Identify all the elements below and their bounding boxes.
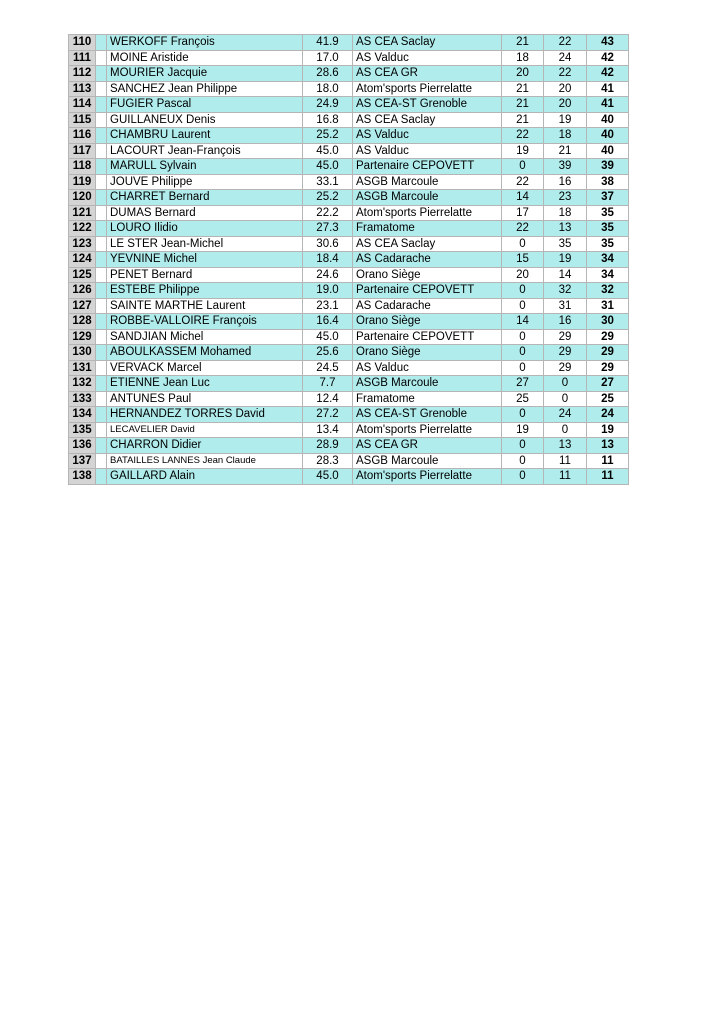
player-name-cell: SANCHEZ Jean Philippe [107,81,303,97]
score-2-cell: 24 [544,407,587,423]
score-1-cell: 18 [502,50,544,66]
spacer-cell [96,66,107,82]
rank-cell: 121 [69,205,96,221]
handicap-cell: 25.6 [303,345,353,361]
rank-cell: 115 [69,112,96,128]
club-cell: AS Valduc [353,360,502,376]
spacer-cell [96,314,107,330]
rank-cell: 122 [69,221,96,237]
score-2-cell: 11 [544,453,587,469]
rank-cell: 135 [69,422,96,438]
player-name-cell: FUGIER Pascal [107,97,303,113]
table-row [69,50,629,66]
table-row [69,298,629,314]
spacer-cell [96,252,107,268]
handicap-cell: 45.0 [303,143,353,159]
club-cell: AS Cadarache [353,298,502,314]
table-row [69,190,629,206]
spacer-cell [96,329,107,345]
rank-cell: 126 [69,283,96,299]
total-score-cell: 11 [587,453,629,469]
table-row [69,205,629,221]
table-row [69,174,629,190]
table-row [69,376,629,392]
rank-cell: 111 [69,50,96,66]
score-2-cell: 23 [544,190,587,206]
handicap-cell: 18.0 [303,81,353,97]
score-1-cell: 0 [502,329,544,345]
spacer-cell [96,159,107,175]
total-score-cell: 39 [587,159,629,175]
club-cell: AS Valduc [353,143,502,159]
player-name-cell: GUILLANEUX Denis [107,112,303,128]
score-2-cell: 16 [544,174,587,190]
handicap-cell: 27.2 [303,407,353,423]
score-2-cell: 13 [544,438,587,454]
spacer-cell [96,35,107,51]
table-row [69,159,629,175]
table-row [69,252,629,268]
score-1-cell: 22 [502,174,544,190]
total-score-cell: 35 [587,221,629,237]
club-cell: AS Valduc [353,50,502,66]
score-1-cell: 15 [502,252,544,268]
spacer-cell [96,469,107,485]
handicap-cell: 45.0 [303,469,353,485]
club-cell: Partenaire CEPOVETT [353,159,502,175]
spacer-cell [96,407,107,423]
rank-cell: 132 [69,376,96,392]
club-cell: AS Cadarache [353,252,502,268]
score-2-cell: 35 [544,236,587,252]
spacer-cell [96,128,107,144]
spacer-cell [96,221,107,237]
player-name-cell: MARULL Sylvain [107,159,303,175]
rank-cell: 114 [69,97,96,113]
rank-cell: 124 [69,252,96,268]
club-cell: AS CEA Saclay [353,236,502,252]
spacer-cell [96,205,107,221]
table-row [69,283,629,299]
club-cell: ASGB Marcoule [353,453,502,469]
total-score-cell: 32 [587,283,629,299]
score-1-cell: 14 [502,314,544,330]
table-row [69,407,629,423]
total-score-cell: 27 [587,376,629,392]
score-2-cell: 21 [544,143,587,159]
score-1-cell: 0 [502,298,544,314]
total-score-cell: 35 [587,205,629,221]
club-cell: Orano Siège [353,314,502,330]
score-2-cell: 20 [544,81,587,97]
club-cell: Atom'sports Pierrelatte [353,422,502,438]
score-1-cell: 0 [502,407,544,423]
spacer-cell [96,81,107,97]
club-cell: ASGB Marcoule [353,174,502,190]
rank-cell: 123 [69,236,96,252]
handicap-cell: 12.4 [303,391,353,407]
rank-cell: 117 [69,143,96,159]
score-1-cell: 0 [502,159,544,175]
handicap-cell: 28.9 [303,438,353,454]
table-row [69,128,629,144]
spacer-cell [96,391,107,407]
rank-cell: 127 [69,298,96,314]
total-score-cell: 19 [587,422,629,438]
total-score-cell: 42 [587,50,629,66]
score-1-cell: 0 [502,283,544,299]
player-name-cell: MOINE Aristide [107,50,303,66]
spacer-cell [96,50,107,66]
score-2-cell: 16 [544,314,587,330]
club-cell: AS CEA-ST Grenoble [353,97,502,113]
rank-cell: 129 [69,329,96,345]
player-name-cell: GAILLARD Alain [107,469,303,485]
score-1-cell: 21 [502,97,544,113]
rank-cell: 112 [69,66,96,82]
club-cell: Atom'sports Pierrelatte [353,469,502,485]
club-cell: ASGB Marcoule [353,190,502,206]
player-name-cell: CHARRON Didier [107,438,303,454]
player-name-cell: CHARRET Bernard [107,190,303,206]
score-1-cell: 14 [502,190,544,206]
score-1-cell: 0 [502,469,544,485]
spacer-cell [96,174,107,190]
table-row [69,469,629,485]
table-row [69,236,629,252]
spacer-cell [96,190,107,206]
rank-cell: 110 [69,35,96,51]
player-name-cell: ABOULKASSEM Mohamed [107,345,303,361]
handicap-cell: 25.2 [303,128,353,144]
score-1-cell: 0 [502,438,544,454]
player-name-cell: BATAILLES LANNES Jean Claude [107,453,303,469]
handicap-cell: 30.6 [303,236,353,252]
rank-cell: 120 [69,190,96,206]
score-1-cell: 19 [502,422,544,438]
score-2-cell: 32 [544,283,587,299]
player-name-cell: ETIENNE Jean Luc [107,376,303,392]
score-2-cell: 39 [544,159,587,175]
handicap-cell: 13.4 [303,422,353,438]
handicap-cell: 33.1 [303,174,353,190]
spacer-cell [96,453,107,469]
total-score-cell: 29 [587,329,629,345]
score-1-cell: 21 [502,112,544,128]
score-2-cell: 22 [544,35,587,51]
score-2-cell: 31 [544,298,587,314]
club-cell: Partenaire CEPOVETT [353,329,502,345]
club-cell: Framatome [353,221,502,237]
total-score-cell: 24 [587,407,629,423]
score-2-cell: 0 [544,391,587,407]
club-cell: Orano Siège [353,345,502,361]
score-1-cell: 21 [502,81,544,97]
club-cell: ASGB Marcoule [353,376,502,392]
rank-cell: 119 [69,174,96,190]
table-row [69,345,629,361]
rank-cell: 125 [69,267,96,283]
score-2-cell: 0 [544,376,587,392]
score-2-cell: 29 [544,345,587,361]
handicap-cell: 24.5 [303,360,353,376]
score-1-cell: 19 [502,143,544,159]
total-score-cell: 42 [587,66,629,82]
handicap-cell: 16.4 [303,314,353,330]
rank-cell: 134 [69,407,96,423]
total-score-cell: 38 [587,174,629,190]
total-score-cell: 34 [587,252,629,268]
spacer-cell [96,97,107,113]
player-name-cell: MOURIER Jacquie [107,66,303,82]
table-row [69,97,629,113]
club-cell: AS CEA-ST Grenoble [353,407,502,423]
handicap-cell: 45.0 [303,329,353,345]
player-name-cell: YEVNINE Michel [107,252,303,268]
rank-cell: 130 [69,345,96,361]
handicap-cell: 25.2 [303,190,353,206]
club-cell: Partenaire CEPOVETT [353,283,502,299]
handicap-cell: 28.3 [303,453,353,469]
player-name-cell: WERKOFF François [107,35,303,51]
handicap-cell: 7.7 [303,376,353,392]
player-name-cell: LACOURT Jean-François [107,143,303,159]
player-name-cell: HERNANDEZ TORRES David [107,407,303,423]
club-cell: Atom'sports Pierrelatte [353,81,502,97]
rank-cell: 131 [69,360,96,376]
club-cell: AS Valduc [353,128,502,144]
score-2-cell: 29 [544,360,587,376]
score-1-cell: 21 [502,35,544,51]
table-row [69,66,629,82]
table-row [69,35,629,51]
total-score-cell: 13 [587,438,629,454]
spacer-cell [96,422,107,438]
score-2-cell: 22 [544,66,587,82]
total-score-cell: 41 [587,97,629,113]
rank-cell: 128 [69,314,96,330]
spacer-cell [96,438,107,454]
score-1-cell: 20 [502,66,544,82]
table-row [69,267,629,283]
score-2-cell: 0 [544,422,587,438]
table-row [69,143,629,159]
table-row [69,422,629,438]
club-cell: AS CEA Saclay [353,35,502,51]
club-cell: AS CEA GR [353,438,502,454]
total-score-cell: 31 [587,298,629,314]
score-1-cell: 22 [502,221,544,237]
spacer-cell [96,345,107,361]
total-score-cell: 37 [587,190,629,206]
handicap-cell: 22.2 [303,205,353,221]
total-score-cell: 30 [587,314,629,330]
handicap-cell: 16.8 [303,112,353,128]
score-1-cell: 25 [502,391,544,407]
score-2-cell: 13 [544,221,587,237]
total-score-cell: 35 [587,236,629,252]
handicap-cell: 23.1 [303,298,353,314]
handicap-cell: 27.3 [303,221,353,237]
score-2-cell: 24 [544,50,587,66]
score-2-cell: 20 [544,97,587,113]
player-name-cell: PENET Bernard [107,267,303,283]
handicap-cell: 28.6 [303,66,353,82]
total-score-cell: 25 [587,391,629,407]
handicap-cell: 41.9 [303,35,353,51]
score-1-cell: 27 [502,376,544,392]
player-name-cell: DUMAS Bernard [107,205,303,221]
spacer-cell [96,376,107,392]
player-name-cell: LOURO Ilidio [107,221,303,237]
total-score-cell: 43 [587,35,629,51]
total-score-cell: 34 [587,267,629,283]
table-row [69,329,629,345]
spacer-cell [96,267,107,283]
table-row [69,112,629,128]
player-name-cell: ESTEBE Philippe [107,283,303,299]
rank-cell: 118 [69,159,96,175]
score-1-cell: 0 [502,360,544,376]
table-row [69,81,629,97]
player-name-cell: SANDJIAN Michel [107,329,303,345]
total-score-cell: 41 [587,81,629,97]
score-1-cell: 22 [502,128,544,144]
rank-cell: 116 [69,128,96,144]
spacer-cell [96,283,107,299]
score-1-cell: 17 [502,205,544,221]
table-row [69,360,629,376]
player-name-cell: CHAMBRU Laurent [107,128,303,144]
score-2-cell: 18 [544,128,587,144]
rank-cell: 136 [69,438,96,454]
results-table [68,34,629,485]
spacer-cell [96,143,107,159]
club-cell: Orano Siège [353,267,502,283]
player-name-cell: SAINTE MARTHE Laurent [107,298,303,314]
handicap-cell: 24.6 [303,267,353,283]
player-name-cell: ANTUNES Paul [107,391,303,407]
results-table-body [69,35,629,485]
spacer-cell [96,236,107,252]
score-2-cell: 14 [544,267,587,283]
score-1-cell: 0 [502,345,544,361]
rank-cell: 138 [69,469,96,485]
handicap-cell: 17.0 [303,50,353,66]
score-1-cell: 0 [502,453,544,469]
handicap-cell: 45.0 [303,159,353,175]
spacer-cell [96,360,107,376]
handicap-cell: 24.9 [303,97,353,113]
score-2-cell: 19 [544,112,587,128]
total-score-cell: 40 [587,143,629,159]
club-cell: Framatome [353,391,502,407]
club-cell: AS CEA GR [353,66,502,82]
total-score-cell: 29 [587,360,629,376]
club-cell: Atom'sports Pierrelatte [353,205,502,221]
score-1-cell: 20 [502,267,544,283]
handicap-cell: 19.0 [303,283,353,299]
score-2-cell: 18 [544,205,587,221]
spacer-cell [96,112,107,128]
score-2-cell: 29 [544,329,587,345]
table-row [69,391,629,407]
total-score-cell: 40 [587,128,629,144]
player-name-cell: JOUVE Philippe [107,174,303,190]
player-name-cell: ROBBE-VALLOIRE François [107,314,303,330]
table-row [69,453,629,469]
table-row [69,221,629,237]
player-name-cell: LECAVELIER David [107,422,303,438]
total-score-cell: 40 [587,112,629,128]
score-2-cell: 19 [544,252,587,268]
handicap-cell: 18.4 [303,252,353,268]
spacer-cell [96,298,107,314]
total-score-cell: 29 [587,345,629,361]
score-1-cell: 0 [502,236,544,252]
total-score-cell: 11 [587,469,629,485]
rank-cell: 133 [69,391,96,407]
score-2-cell: 11 [544,469,587,485]
club-cell: AS CEA Saclay [353,112,502,128]
player-name-cell: LE STER Jean-Michel [107,236,303,252]
rank-cell: 113 [69,81,96,97]
rank-cell: 137 [69,453,96,469]
player-name-cell: VERVACK Marcel [107,360,303,376]
table-row [69,314,629,330]
table-row [69,438,629,454]
